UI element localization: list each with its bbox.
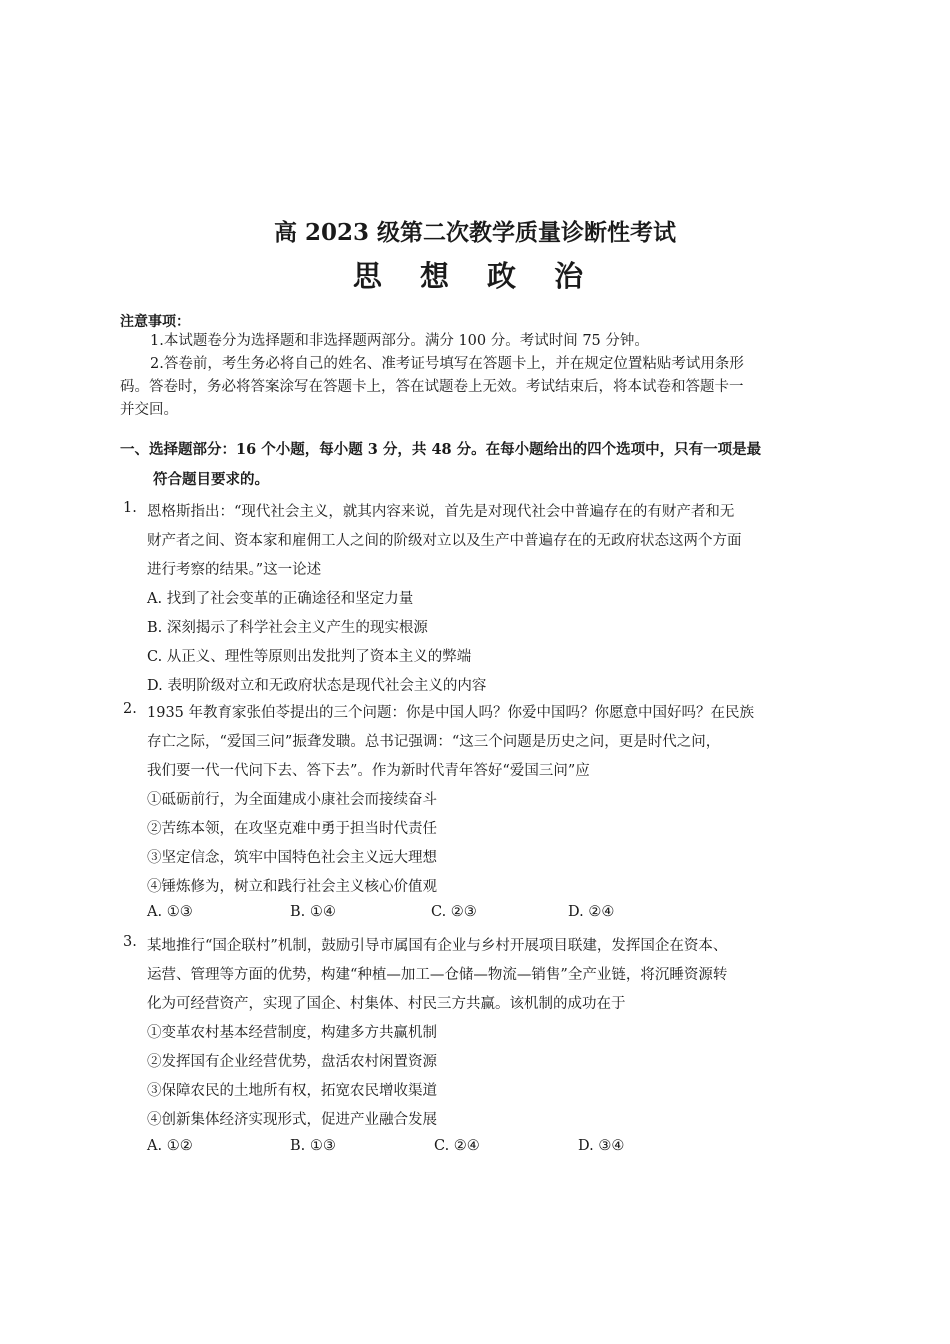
question-2-option-b: B. ①④	[290, 904, 336, 920]
question-3-number: 3.	[123, 934, 137, 950]
exam-title: 高 2023 级第二次教学质量诊断性考试	[273, 219, 677, 246]
question-2-item-4: ④锤炼修为，树立和践行社会主义核心价值观	[147, 879, 437, 895]
question-3-option-d: D. ③④	[578, 1138, 625, 1154]
question-3-stem-line: 运营、管理等方面的优势，构建“种植—加工—仓储—物流—销售”全产业链，将沉睡资源转	[147, 967, 728, 983]
section-heading-line2: 符合题目要求的。	[153, 471, 269, 488]
question-3-option-b: B. ①③	[290, 1138, 336, 1154]
question-3-option-c: C. ②④	[434, 1138, 480, 1154]
note-line-4: 并交回。	[120, 402, 178, 418]
question-2-number: 2.	[123, 701, 137, 717]
question-3-stem-line: 某地推行“国企联村”机制，鼓励引导市属国有企业与乡村开展项目联建，发挥国企在资本、	[147, 938, 728, 954]
notes-heading: 注意事项：	[120, 314, 190, 330]
question-2-item-3: ③坚定信念，筑牢中国特色社会主义远大理想	[147, 850, 437, 866]
question-3-item-4: ④创新集体经济实现形式，促进产业融合发展	[147, 1112, 437, 1128]
question-3-stem-line: 化为可经营资产，实现了国企、村集体、村民三方共赢。该机制的成功在于	[147, 996, 626, 1012]
question-1-choice-c: C. 从正义、理性等原则出发批判了资本主义的弊端	[147, 649, 472, 665]
question-3-option-a: A. ①②	[147, 1138, 193, 1154]
question-1-stem-line: 财产者之间、资本家和雇佣工人之间的阶级对立以及生产中普遍存在的无政府状态这两个方面	[147, 533, 742, 549]
section-heading-line1: 一、选择题部分：16 个小题，每小题 3 分，共 48 分。在每小题给出的四个选项中，只有一项是最	[120, 441, 762, 458]
question-1-number: 1.	[123, 500, 137, 516]
question-2-stem-line: 我们要一代一代问下去、答下去”。作为新时代青年答好“爱国三问”应	[147, 763, 590, 779]
question-2-stem-line: 1935 年教育家张伯苓提出的三个问题：你是中国人吗？你爱中国吗？你愿意中国好吗？在民族	[147, 705, 755, 721]
question-1-stem-line: 进行考察的结果。”这一论述	[147, 562, 322, 578]
question-1-choice-a: A. 找到了社会变革的正确途径和坚定力量	[147, 591, 414, 607]
question-2-option-c: C. ②③	[431, 904, 477, 920]
question-2-item-2: ②苦练本领，在攻坚克难中勇于担当时代责任	[147, 821, 437, 837]
note-line-3: 码。答卷时，务必将答案涂写在答题卡上，答在试题卷上无效。考试结束后，将本试卷和答题卡一	[120, 379, 744, 395]
question-3-item-3: ③保障农民的土地所有权，拓宽农民增收渠道	[147, 1083, 437, 1099]
question-2-option-a: A. ①③	[147, 904, 193, 920]
question-3-item-1: ①变革农村基本经营制度，构建多方共赢机制	[147, 1025, 437, 1041]
question-1-stem-line: 恩格斯指出：“现代社会主义，就其内容来说，首先是对现代社会中普遍存在的有财产者和无	[147, 504, 735, 520]
question-3-item-2: ②发挥国有企业经营优势，盘活农村闲置资源	[147, 1054, 437, 1070]
question-1-choice-d: D. 表明阶级对立和无政府状态是现代社会主义的内容	[147, 678, 487, 694]
note-line-2: 2.答卷前，考生务必将自己的姓名、准考证号填写在答题卡上，并在规定位置粘贴考试用条形	[150, 356, 744, 372]
question-2-item-1: ①砥砺前行，为全面建成小康社会而接续奋斗	[147, 792, 437, 808]
note-line-1: 1.本试题卷分为选择题和非选择题两部分。满分 100 分。考试时间 75 分钟。	[150, 333, 649, 349]
question-1-choice-b: B. 深刻揭示了科学社会主义产生的现实根源	[147, 620, 428, 636]
question-2-stem-line: 存亡之际，“爱国三问”振聋发聩。总书记强调：“这三个问题是历史之问，更是时代之问，	[147, 734, 721, 750]
question-2-option-d: D. ②④	[568, 904, 615, 920]
subject-title: 思 想 政 治	[352, 259, 598, 293]
